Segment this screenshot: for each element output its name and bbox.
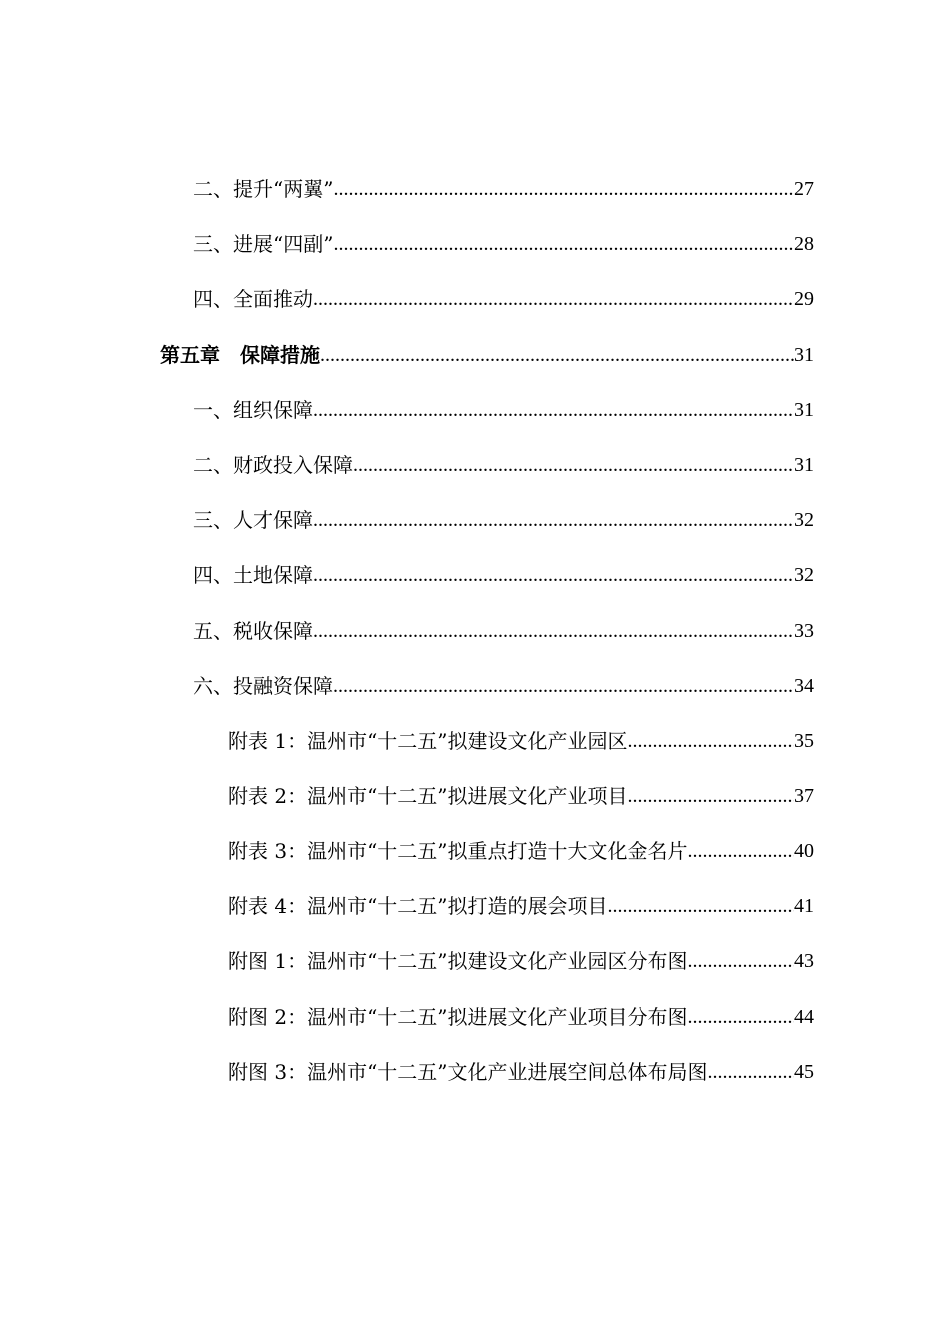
toc-chapter-entry[interactable] (160, 337, 814, 367)
toc-dot-leader (320, 343, 794, 367)
toc-entry-page: 28 (794, 233, 814, 255)
toc-dot-leader (628, 784, 794, 808)
toc-entry-page: 29 (794, 288, 814, 310)
toc-dot-leader (333, 232, 794, 256)
toc-chapter-title: 第五章 保障措施 (160, 343, 320, 367)
toc-entry-title: 六、投融资保障 (193, 674, 333, 698)
toc-entry-title: 四、全面推动 (193, 287, 313, 311)
toc-dot-leader (313, 619, 794, 643)
toc-entry[interactable] (193, 613, 814, 643)
toc-entry-title: 附图 1：温州市“十二五”拟建设文化产业园区分布图 (228, 949, 688, 973)
toc-entry-title: 附表 1：温州市“十二五”拟建设文化产业园区 (228, 729, 628, 753)
toc-dot-leader (608, 894, 794, 918)
toc-entry[interactable] (193, 281, 814, 311)
toc-dot-leader (708, 1060, 794, 1084)
toc-entry-page: 35 (794, 730, 814, 752)
toc-dot-leader (313, 508, 794, 532)
toc-entry-page: 32 (794, 564, 814, 586)
toc-entry-title: 四、土地保障 (193, 563, 313, 587)
toc-entry-page: 31 (794, 399, 814, 421)
toc-appendix-entry[interactable] (228, 943, 814, 973)
toc-entry-title: 三、人才保障 (193, 508, 313, 532)
toc-entry-title: 附表 4：温州市“十二五”拟打造的展会项目 (228, 894, 608, 918)
toc-entry-page: 33 (794, 620, 814, 642)
toc-entry[interactable] (193, 502, 814, 532)
toc-appendix-entry[interactable] (228, 999, 814, 1029)
toc-dot-leader (688, 839, 794, 863)
toc-entry-page: 45 (794, 1061, 814, 1083)
toc-dot-leader (333, 177, 794, 201)
toc-appendix-entry[interactable] (228, 723, 814, 753)
toc-entry[interactable] (193, 557, 814, 587)
toc-dot-leader (688, 949, 794, 973)
toc-entry-title: 一、组织保障 (193, 398, 313, 422)
toc-dot-leader (313, 563, 794, 587)
toc-entry-title: 二、提升“两翼” (193, 177, 334, 201)
toc-entry-page: 43 (794, 950, 814, 972)
toc-dot-leader (313, 287, 794, 311)
toc-entry[interactable] (193, 447, 814, 477)
toc-appendix-entry[interactable] (228, 888, 814, 918)
toc-entry-page: 40 (794, 840, 814, 862)
toc-entry-page: 31 (794, 344, 814, 366)
toc-appendix-entry[interactable] (228, 778, 814, 808)
toc-dot-leader (353, 453, 794, 477)
toc-entry[interactable] (193, 392, 814, 422)
toc-dot-leader (313, 398, 794, 422)
toc-entry-page: 31 (794, 454, 814, 476)
toc-entry-page: 41 (794, 895, 814, 917)
toc-dot-leader (628, 729, 794, 753)
toc-entry-page: 34 (794, 675, 814, 697)
toc-appendix-entry[interactable] (228, 1054, 814, 1084)
toc-entry-title: 二、财政投入保障 (193, 453, 353, 477)
toc-entry-page: 27 (794, 178, 814, 200)
toc-entry-page: 32 (794, 509, 814, 531)
toc-entry-title: 附图 2：温州市“十二五”拟进展文化产业项目分布图 (228, 1005, 688, 1029)
toc-dot-leader (333, 674, 794, 698)
toc-entry-title: 三、进展“四副” (193, 232, 334, 256)
toc-entry-title: 五、税收保障 (193, 619, 313, 643)
toc-appendix-entry[interactable] (228, 833, 814, 863)
toc-entry-page: 37 (794, 785, 814, 807)
toc-dot-leader (688, 1005, 794, 1029)
toc-entry-title: 附表 2：温州市“十二五”拟进展文化产业项目 (228, 784, 628, 808)
toc-entry-title: 附表 3：温州市“十二五”拟重点打造十大文化金名片 (228, 839, 688, 863)
toc-entry[interactable] (193, 226, 814, 256)
toc-entry[interactable] (193, 171, 814, 201)
toc-entry-title: 附图 3：温州市“十二五”文化产业进展空间总体布局图 (228, 1060, 708, 1084)
toc-entry-page: 44 (794, 1006, 814, 1028)
toc-entry[interactable] (193, 668, 814, 698)
